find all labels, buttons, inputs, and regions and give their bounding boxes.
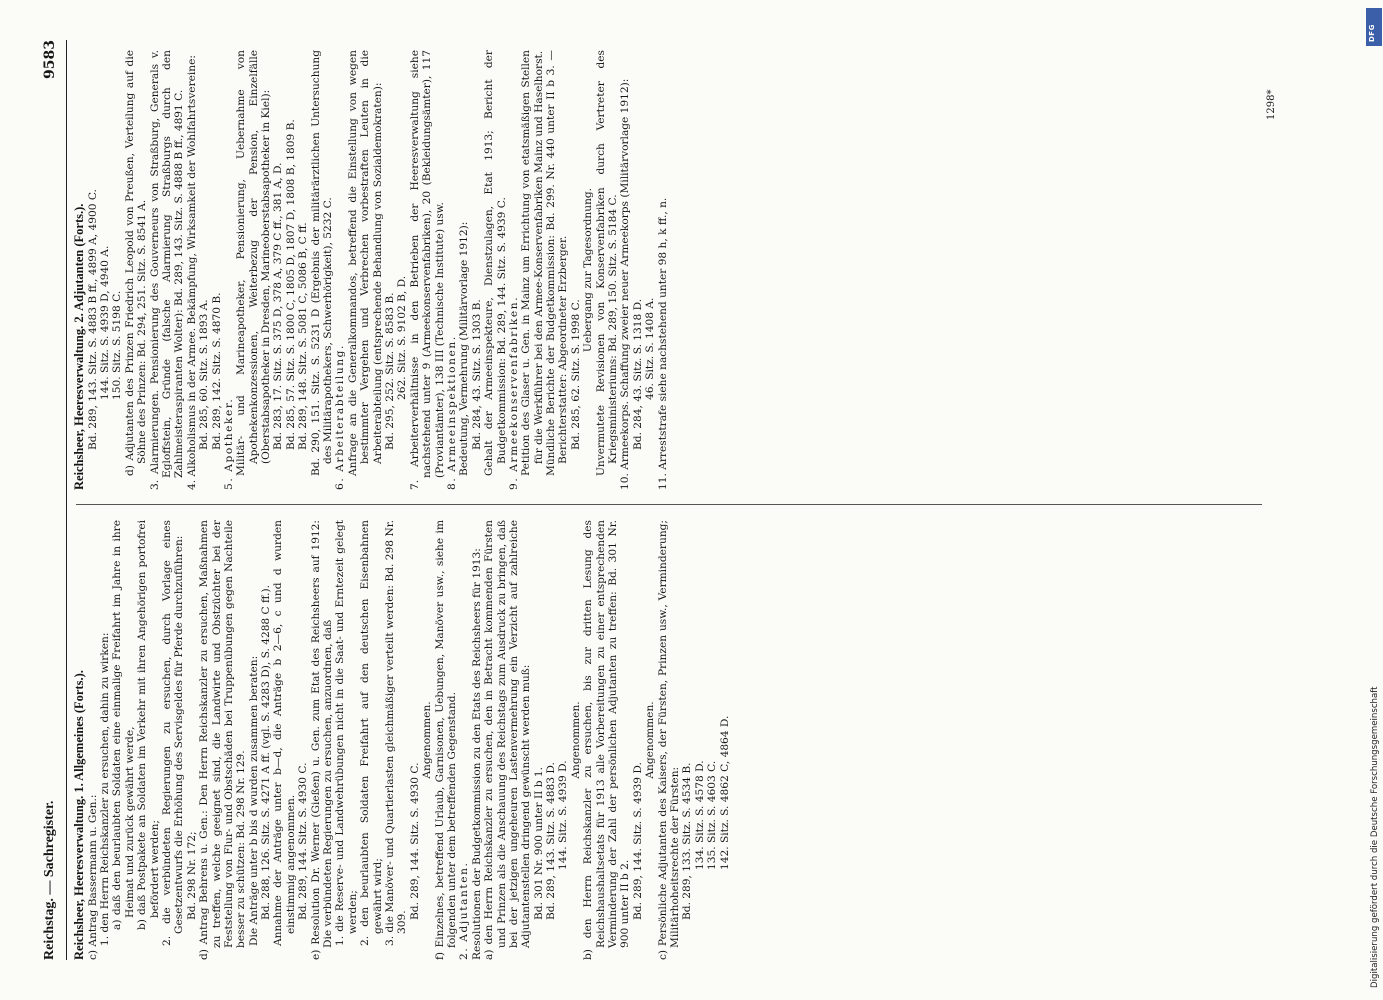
subsection-heading: 2. Adjutanten. xyxy=(458,861,471,960)
reference: Bd. 284, 43. Sitz. S. 1303 B. xyxy=(470,299,483,450)
entry: d) Adjutanten des Prinzen Friedrich Leopold von Preußen, Verteilung auf die Söhne des Prinzen: Bd. 294, 251. Sitz. S. 8541 A. xyxy=(123,50,149,476)
reference: Bd. 288, 126. Sitz. S. 4271 A ff. (vgl. S. 4283 D), S. 4288 C ff.). xyxy=(260,584,273,920)
reference: Bd. 289, 133. Sitz. S. 4534 B. xyxy=(681,762,694,920)
right-column xyxy=(72,50,1267,490)
entry: 7. Arbeiterverhältnisse in den Betrieben der Heeresverwaltung siehe nachstehend unter 9 (Armeekonservenfabriken), 20 (Bekleidungsämter), 117 (Proviantämter), 138 III (Technische Institute) usw. xyxy=(408,50,446,490)
entry: Militär- und Marineapotheker, Pensionierung, Uebernahme von Apothekenkonzessionen, Weiterbezug der Pension, Einzelfälle (Oberstabsapotheker in Dresden, Marineoberstabsapotheker in Kiel): xyxy=(235,50,273,476)
reference: Bd. 289, 144. Sitz. S. 4930 C. xyxy=(408,762,421,920)
entry: a) den Herrn Reichskanzler zu ersuchen, den in Betracht kommenden Fürsten und Prinzen als die Anschauung des Reichstags zum Ausdruck zu bringen, daß bei der jetzigen ungeheuren Lastenvermehrung ein Verzicht auf zahlreiche Adjutantenstellen dringend gewünscht werden muß: xyxy=(483,520,533,960)
entry: 11. Arreststrafe siehe nachstehend unter 98 h, k ff., n. xyxy=(656,197,669,490)
entry: 1. die Reserve- und Landwehrübungen nicht in die Saat- und Erntezeit gelegt werden; xyxy=(334,520,359,946)
entry: Die Anträge unter b bis d wurden zusammen beraten: xyxy=(247,655,260,946)
reference: Bd. 298 Nr. 172; xyxy=(185,831,198,920)
footnote-number: 1298* xyxy=(1266,89,1277,120)
digitization-note: Digitalisierung gefördert durch die Deutsche Forschungsgemeinschaft xyxy=(1370,686,1380,988)
reference: Bd. 283, 17. Sitz. S. 375 D, 378 A, 379 C ff., 381 A, D. xyxy=(272,162,285,450)
entry: Gehalt der Armeeinspekteure, Dienstzulagen, Etat 1913; Bericht der Budgetkommission: Bd. 289, 144. Sitz. S. 4939 C. xyxy=(483,50,508,476)
sidebar xyxy=(1350,8,1378,992)
reference: Bd. 289, 142. Sitz. S. 4870 B. xyxy=(210,292,223,450)
reference: Bd. 289, 148. Sitz. S. 5081 C, 5086 B, C ff. xyxy=(297,222,310,450)
entry: b) den Herrn Reichskanzler zu ersuchen, bis zur dritten Lesung des Reichshaushaltsetats für 1913 alle Vorbereitungen zu einer entsprechenden Verminderung der Zahl der persönlichen Adjutanten zu treffen: Bd. 301 Nr. 900 unter II b 2. xyxy=(582,520,632,960)
entry: d) Antrag Behrens u. Gen.: Den Herrn Reichskanzler zu ersuchen, Maßnahmen zu treffen, welche geeignet sind, die Landwirte und Obstzüchter bei der Feststellung von Flur- und Obstschäden bei Truppenübungen gegen Nachteile besser zu schützen: Bd. 298 Nr. 129. xyxy=(198,520,248,960)
reference: 135. Sitz. S. 4603 C. xyxy=(706,760,719,870)
reference: Bd. 284, 43. Sitz. S. 1318 D. xyxy=(631,298,644,450)
dfg-logo-icon xyxy=(1366,8,1382,46)
entry: 10. Armeekorps. Schaffung zweier neuer Armeekorps (Militärvorlage 1912): xyxy=(619,78,632,490)
reference: Bd. 301 Nr. 900 unter II b 1. xyxy=(532,767,545,920)
entry: Petition des Glaser u. Gen. in Mainz um Errichtung von etatsmäßigen Stellen für die Werkführer bei den Armee-Konservenfabriken Mainz und Haselhorst. xyxy=(520,50,545,476)
reference: Bd. 289, 144. Sitz. S. 4930 C. xyxy=(297,762,310,920)
entry: 3. Alarmierungen. Pensionierung des Gouverneurs von Straßburg, Generals v. Egloffstein, Gründe (falsche Alarmierung Straßburgs durch den Zahlmeisteraspiranten Wolter): Bd. 289, 143. Sitz. S. 4888 B ff., 4891 C. xyxy=(148,50,186,490)
section-heading: Reichsheer, Heeresverwaltung. 1. Allgemeines (Forts.). xyxy=(72,670,86,960)
outcome: Angenommen. xyxy=(421,701,434,779)
reference: 142. Sitz. S. 4862 C, 4864 D. xyxy=(718,715,731,870)
column-divider xyxy=(76,504,1262,505)
entry: Unvermutete Revisionen von Konservenfabriken durch Vertreter des Kriegsministeriums: Bd. 289, 150. Sitz. S. 5184 C. xyxy=(594,50,620,476)
subsection-heading: 9. Armeekonservenfabriken. xyxy=(507,295,520,490)
subsection-heading: 5. Apotheker. xyxy=(222,397,235,490)
entry: 1. den Herrn Reichskanzler zu ersuchen, dahin zu wirken: xyxy=(99,632,112,946)
rotated-page-content xyxy=(40,40,1340,960)
entry: Annahme der Anträge unter b—d, die Anträge b 2—6, c und d wurden einstimmig angenommen. xyxy=(272,520,297,946)
entry: Mündliche Berichte der Budgetkommission: Bd. 299. Nr. 440 unter II b 3. — Berichterstatter: Abgeordneter Erzberger. xyxy=(545,50,570,476)
outcome: Angenommen. xyxy=(569,701,582,779)
reference: 144. Sitz. S. 4939 D, 4940 A. xyxy=(99,245,112,400)
entry: c) Antrag Bassermann u. Gen.: xyxy=(86,794,99,960)
subsection-heading: 6. Arbeiterabteilung. xyxy=(334,343,347,490)
reference: 134. Sitz. S. 4578 D. xyxy=(693,760,706,870)
reference: 150. Sitz. S. 5198 C. xyxy=(111,290,124,400)
entry: e) Resolution Dr. Werner (Gießen) u. Gen. zum Etat des Reichsheers auf 1912: Die verbündeten Regierungen zu ersuchen, anzuordnen, daß xyxy=(309,520,335,960)
entry: 2. die verbündeten Regierungen zu ersuchen, durch Vorlage eines Gesetzentwurfs die Erhöhung des Servisgeldes für Pferde durchzuführen: xyxy=(160,520,186,946)
outcome: Uebergang zur Tagesordnung. xyxy=(582,187,595,353)
entry: c) Persönliche Adjutanten des Kaisers, der Fürsten, Prinzen usw., Verminderung; Militärhoheitsrechte der Fürsten: xyxy=(656,520,681,960)
reference: Bd. 289, 143. Sitz. S. 4883 B ff., 4899 A, 4900 C. xyxy=(86,189,99,450)
entry: f) Einzelnes, betreffend Urlaub, Garnisonen, Uebungen, Manöver usw., siehe im folgenden unter dem betreffenden Gegenstand. xyxy=(433,520,458,960)
subsection-heading: 8. Armeeinspektionen. xyxy=(445,335,458,490)
reference: Bd. 285, 60. Sitz. S. 1893 A. xyxy=(198,299,211,450)
section-heading: Reichsheer, Heeresverwaltung. 2. Adjutanten (Forts.). xyxy=(72,203,86,490)
page-number: 9583 xyxy=(42,40,58,79)
entry: 3. die Manöver- und Quartierlasten gleichmäßiger verteilt werden: Bd. 298 Nr. 309. xyxy=(384,520,409,946)
entry: 4. Alkoholismus in der Armee. Bekämpfung, Wirksamkeit der Wohlfahrtsvereine: xyxy=(185,55,198,490)
header-title: Reichstag. — Sachregister. xyxy=(42,800,57,960)
reference: Bd. 289, 143. Sitz. S. 4883 D. xyxy=(545,762,558,920)
reference: Bd. 295, 252. Sitz. S. 8583 B. xyxy=(384,292,396,450)
entry: a) daß den beurlaubten Soldaten eine einmalige Freifahrt im Jahre in ihre Heimat und zurück gewährt werde, xyxy=(111,520,136,930)
reference: Bd. 285, 62. Sitz. S. 1998 C. xyxy=(569,299,582,450)
left-column xyxy=(72,520,1267,960)
header-rule xyxy=(66,40,67,960)
reference: Bd. 285, 57. Sitz. S. 1800 C, 1805 D, 1807 D, 1808 B, 1809 B. xyxy=(284,119,297,450)
entry: Resolutionen der Budgetkommission zu den Etats des Reichsheers für 1913: xyxy=(470,548,483,960)
entry: Bd. 290, 151. Sitz. S. 5231 D (Ergebnis der militärärztlichen Untersuchung des Militärapothekers, Schwerhörigkeit), 5232 C. xyxy=(309,50,335,476)
running-header xyxy=(40,40,66,960)
entry: Anfrage an die Generalkommandos, betreffend die Einstellung von wegen bestimmter Vergehen und Verbrechen vorbestraften Leuten in die Arbeiterabteilung (entsprechende Behandlung von Sozialdemokraten): xyxy=(346,50,384,476)
reference: 262. Sitz. S. 9102 B, D. xyxy=(396,275,409,400)
outcome: Angenommen. xyxy=(644,701,657,779)
entry: Bedeutung, Vermehrung (Militärvorlage 1912): xyxy=(458,221,471,476)
reference: 144. Sitz. S. 4939 D. xyxy=(557,760,570,870)
reference: Bd. 289, 144. Sitz. S. 4939 D. xyxy=(631,762,644,920)
reference: 46. Sitz. S. 1408 A. xyxy=(644,297,657,400)
entry: 2. den beurlaubten Soldaten Freifahrt auf den deutschen Eisenbahnen gewährt wird; xyxy=(359,520,384,946)
entry: b) daß Postpakete an Soldaten im Verkehr mit ihren Angehörigen portofrei befördert werden; xyxy=(136,520,161,930)
logo-text: DFG xyxy=(1368,24,1376,42)
